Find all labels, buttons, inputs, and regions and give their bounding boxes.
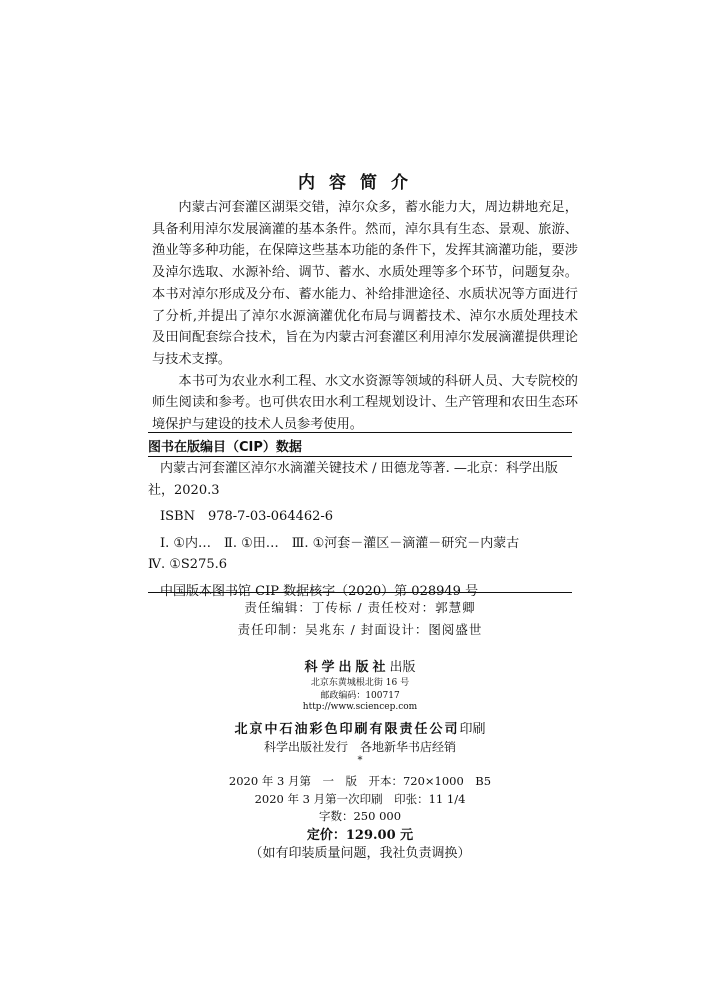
printing-line: 2020 年 3 月第一次印刷 印张：11 1/4	[254, 792, 466, 806]
edition-line: 2020 年 3 月第 一 版 开本：720×1000 B5	[228, 774, 492, 788]
intro-paragraph-2: 本书可为农业水利工程、水文水资源等领域的科研人员、大专院校的师生阅读和参考。也可供农田水利工程规划设计、生产管理和农田生态环境保护与建设的技术人员参考使用。	[152, 373, 578, 433]
page-heading: 内容简介	[298, 173, 422, 193]
cip-title-rule	[148, 456, 572, 457]
credits-line-2: 责任印制：吴兆东 / 封面设计：图阅盛世	[237, 622, 483, 637]
price-line: 定价：129.00 元	[306, 828, 414, 843]
cip-record-number: 中国版本图书馆 CIP 数据核字（2020）第 028949 号	[160, 583, 479, 599]
publisher-name: 科学出版社	[304, 660, 390, 675]
publisher-line	[0, 656, 720, 675]
publisher-suffix: 出版	[389, 660, 416, 675]
cip-isbn: ISBN 978-7-03-064462-6	[160, 509, 334, 524]
cip-top-rule	[148, 432, 572, 433]
publisher-address: 北京东黄城根北街 16 号	[310, 678, 410, 688]
quality-note: （如有印装质量问题，我社负责调换）	[249, 846, 471, 861]
distribution-line: 科学出版社发行 各地新华书店经销	[263, 740, 456, 754]
printer-suffix: 印刷	[459, 722, 486, 737]
printer-line	[0, 718, 720, 737]
cip-line-1: 内蒙古河套灌区淖尔水滴灌关键技术 / 田德龙等著. —北京：科学出版	[160, 461, 558, 476]
credits-line-1: 责任编辑：丁传标 / 责任校对：郭慧卿	[244, 600, 476, 615]
cip-title: 图书在版编目（CIP）数据	[148, 440, 302, 455]
cip-record	[148, 458, 574, 602]
printer-name: 北京中石油彩色印刷有限责任公司	[234, 722, 460, 737]
cip-class-2: Ⅳ. ①S275.6	[148, 557, 228, 572]
intro-paragraph-1: 内蒙古河套灌区湖渠交错，淖尔众多，蓄水能力大，周边耕地充足，具备利用淖尔发展滴灌的基本条件。然而，淖尔具有生态、景观、旅游、渔业等多种功能，在保障这些基本功能的条件下，发挥其滴灌功能，要涉及淖尔选取、水源补给、调节、蓄水、水质处理等多个环节，问题复杂。本书对淖尔形成及分布、蓄水能力、补给排泄途径、水质状况等方面进行了分析,并提出了淖尔水源滴灌优化布局与调蓄技术、淖尔水质处理技术及田间配套综合技术，旨在为内蒙古河套灌区利用淖尔发展滴灌提供理论与技术支撑。	[152, 200, 578, 367]
separator-mark: *	[357, 755, 363, 766]
word-count-line: 字数：250 000	[318, 809, 402, 823]
cip-bottom-rule	[148, 592, 572, 593]
publisher-postcode: 邮政编码：100717	[320, 691, 400, 701]
cip-class-1: Ⅰ. ①内… Ⅱ. ①田… Ⅲ. ①河套－灌区－滴灌－研究－内蒙古	[160, 535, 520, 551]
cip-line-2: 社，2020.3	[148, 482, 220, 498]
intro-section	[152, 197, 578, 436]
publisher-url: http://www.sciencep.com	[302, 702, 418, 712]
